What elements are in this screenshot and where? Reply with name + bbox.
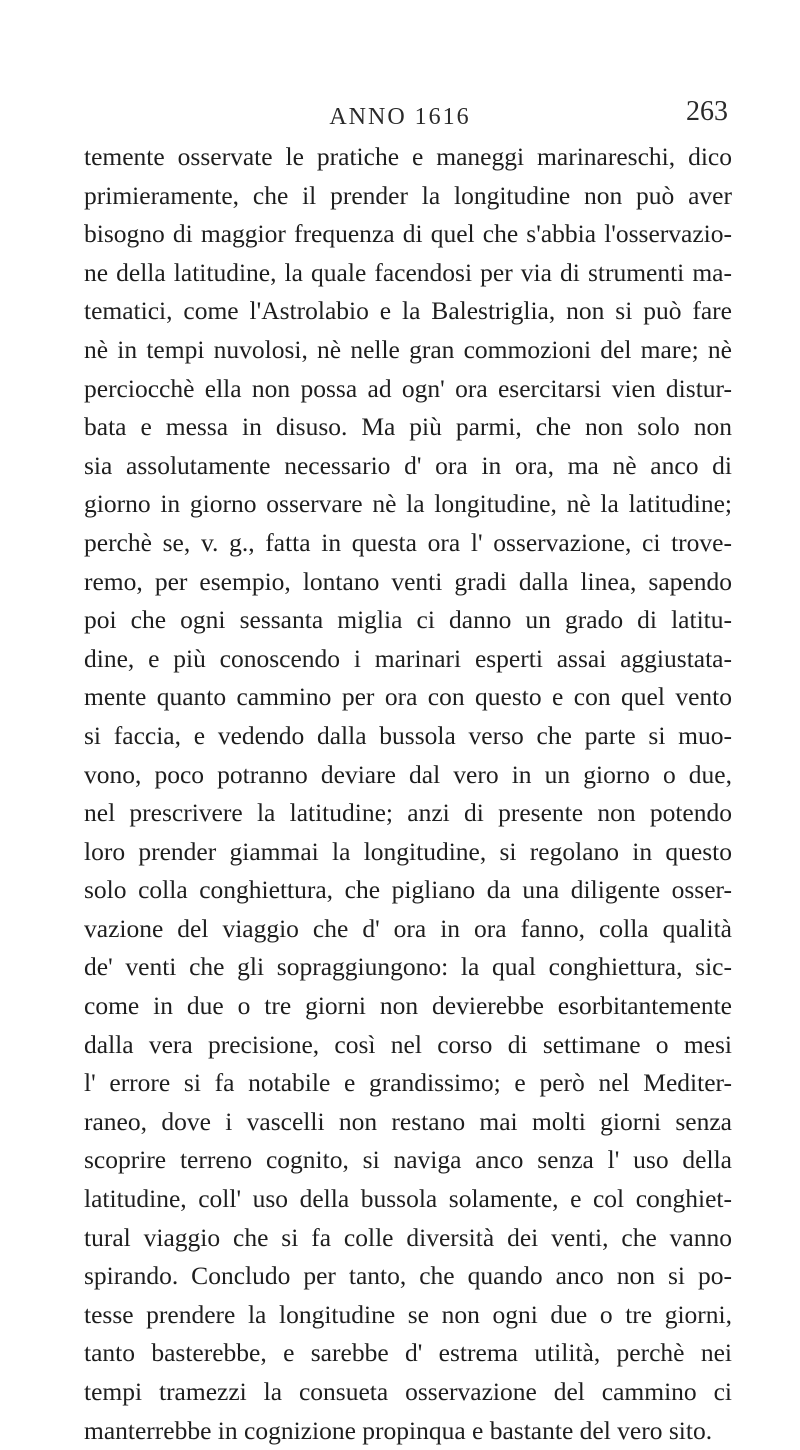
text-line: nel prescrivere la latitudine; anzi di presente non potendo (84, 798, 732, 828)
text-line: come in due o tre giorni non devierebbe esorbitantemente (84, 991, 732, 1021)
running-title: ANNO 1616 (329, 104, 471, 130)
text-line: tempi tramezzi la consueta osservazione del cammino ci (84, 1377, 732, 1406)
text-line: latitudine, coll' uso della bussola solamente, e col conghiet- (84, 1184, 732, 1214)
text-line: manterrebbe in cognizione propinqua e bastante del vero sito. (84, 1415, 713, 1445)
text-line: perchè se, v. g., fatta in questa ora l' osservazione, ci trove- (84, 527, 732, 557)
text-line: scoprire terreno cognito, si naviga anco senza l' uso della (84, 1145, 732, 1175)
text-line: mente quanto cammino per ora con questo e con quel vento (84, 682, 732, 712)
text-line: tural viaggio che si fa colle diversità dei venti, che vanno (84, 1222, 732, 1252)
text-line: raneo, dove i vascelli non restano mai molti giorni senza (84, 1106, 732, 1136)
text-line: giorno in giorno osservare nè la longitudine, nè la latitudine; (84, 489, 732, 519)
text-line: de' venti che gli sopraggiungono: la qual conghiettura, sic- (84, 952, 732, 982)
body-paragraph (84, 138, 732, 1450)
text-line: sia assolutamente necessario d' ora in ora, ma nè anco di (84, 450, 732, 480)
text-line: tesse prendere la longitudine se non ogni due o tre giorni, (84, 1299, 732, 1329)
text-line: tanto basterebbe, e sarebbe d' estrema utilità, perchè nei (84, 1338, 732, 1368)
text-line: perciocchè ella non possa ad ogn' ora esercitarsi vien distur- (84, 373, 732, 403)
text-line: tematici, come l'Astrolabio e la Balestriglia, non si può fare (84, 296, 732, 326)
text-line: primieramente, che il prender la longitudine non può aver (84, 180, 732, 210)
text-line: bata e messa in disuso. Ma più parmi, che non solo non (84, 412, 732, 442)
text-line: l' errore si fa notabile e grandissimo; e però nel Mediter- (84, 1068, 732, 1098)
text-line: dalla vera precisione, così nel corso di settimane o mesi (84, 1029, 732, 1059)
text-line: ne della latitudine, la quale facendosi per via di strumenti ma- (84, 257, 732, 287)
text-line: si faccia, e vedendo dalla bussola verso che parte si muo- (84, 720, 732, 750)
text-line: poi che ogni sessanta miglia ci danno un grado di latitu- (84, 605, 732, 635)
text-line: spirando. Concludo per tanto, che quando anco non si po- (84, 1261, 732, 1291)
text-line: bisogno di maggior frequenza di quel che s'abbia l'osservazio- (84, 219, 732, 249)
text-line: temente osservate le pratiche e maneggi marinareschi, dico (84, 142, 732, 171)
running-head (0, 96, 800, 136)
text-line: vazione del viaggio che d' ora in ora fanno, colla qualità (84, 913, 732, 943)
text-line: solo colla conghiettura, che pigliano da una diligente osser- (84, 875, 732, 905)
text-line: nè in tempi nuvolosi, nè nelle gran commozioni del mare; nè (84, 334, 732, 364)
text-line: vono, poco potranno deviare dal vero in un giorno o due, (84, 759, 732, 789)
text-line: remo, per esempio, lontano venti gradi dalla linea, sapendo (84, 566, 732, 596)
text-line: loro prender giammai la longitudine, si regolano in questo (84, 836, 732, 866)
text-line: dine, e più conoscendo i marinari esperti assai aggiustata- (84, 643, 732, 673)
page-number: 263 (686, 96, 728, 127)
